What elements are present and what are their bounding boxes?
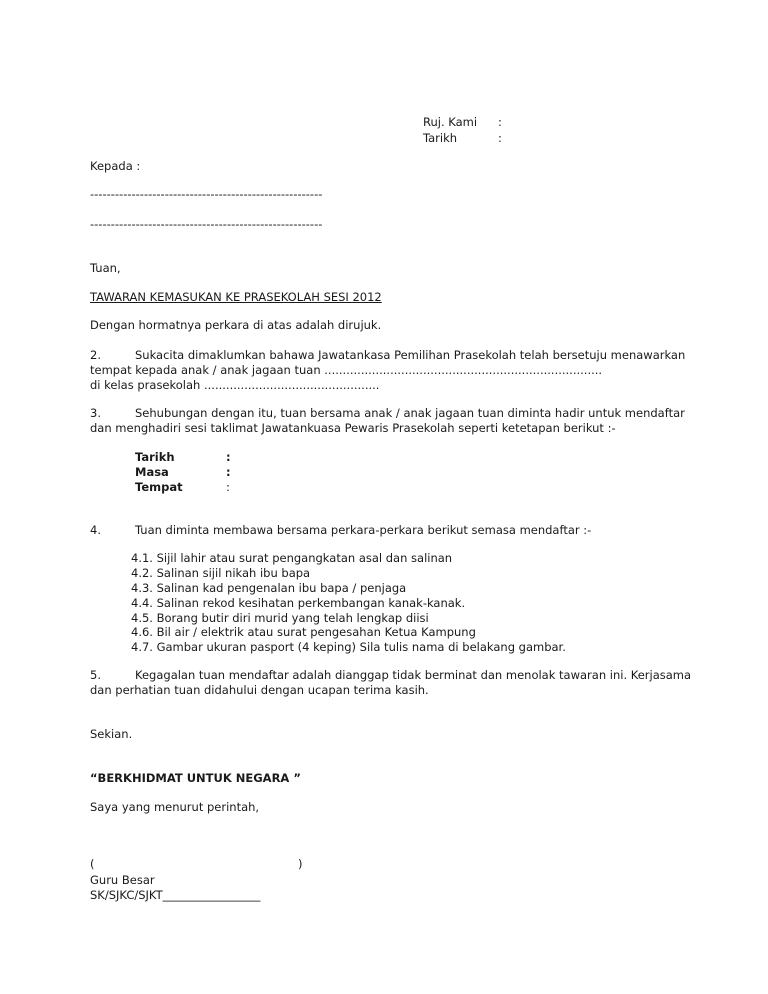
- para5-line-2: dan perhatian tuan didahului dengan ucapan terima kasih.: [90, 683, 429, 697]
- our-ref-label: Ruj. Kami: [423, 115, 478, 129]
- list-item: 4.7. Gambar ukuran pasport (4 keping) Sila tulis nama di belakang gambar.: [131, 640, 566, 654]
- event-date-label: Tarikh: [135, 450, 175, 464]
- recipient-label: Kepada :: [90, 159, 141, 173]
- para2-line-3: di kelas prasekolah ................................................: [90, 378, 380, 392]
- salutation: Tuan,: [90, 261, 121, 275]
- event-time-label: Masa: [135, 465, 169, 479]
- date-colon: :: [498, 131, 502, 145]
- para5-line-1: Kegagalan tuan mendaftar adalah dianggap tidak berminat dan menolak tawaran ini. Kerjasama: [135, 668, 692, 682]
- date-label: Tarikh: [423, 131, 458, 145]
- list-item: 4.3. Salinan kad pengenalan ibu bapa / penjaga: [131, 581, 407, 595]
- signatory-title: Guru Besar: [90, 873, 155, 887]
- para2-number: 2.: [90, 348, 101, 362]
- sign-off: Saya yang menurut perintah,: [90, 800, 260, 814]
- list-item: 4.6. Bil air / elektrik atau surat pengesahan Ketua Kampung: [131, 625, 476, 639]
- list-item: 4.5. Borang butir diri murid yang telah lengkap diisi: [131, 611, 429, 625]
- event-time-colon: :: [226, 465, 231, 479]
- our-ref-colon: :: [498, 115, 502, 129]
- list-item: 4.4. Salinan rekod kesihatan perkembangan kanak-kanak.: [131, 596, 466, 610]
- school-name: SK/SJKC/SJKT_________________: [90, 888, 261, 902]
- para2-line-1: Sukacita dimaklumkan bahawa Jawatankasa Pemilihan Prasekolah telah bersetuju menawarkan: [135, 348, 686, 362]
- closing: Sekian.: [90, 727, 133, 741]
- event-date-colon: :: [226, 450, 231, 464]
- para4-line-1: Tuan diminta membawa bersama perkara-perkara berikut semasa mendaftar :-: [135, 523, 592, 537]
- para2-line-2: tempat kepada anak / anak jagaan tuan ............................................................................: [90, 363, 603, 377]
- para5-number: 5.: [90, 668, 101, 682]
- event-place-label: Tempat: [135, 480, 183, 494]
- para4-number: 4.: [90, 523, 101, 537]
- signature-close-paren: ): [298, 857, 303, 871]
- list-item: 4.2. Salinan sijil nikah ibu bapa: [131, 566, 311, 580]
- event-place-colon: :: [226, 480, 230, 494]
- motto: “BERKHIDMAT UNTUK NEGARA ”: [90, 771, 301, 785]
- signature-open-paren: (: [90, 857, 95, 871]
- recipient-line-2: --------------------------------------------------------: [90, 217, 323, 231]
- para3-line-1: Sehubungan dengan itu, tuan bersama anak / anak jagaan tuan diminta hadir untuk mendaftar: [135, 406, 685, 420]
- para3-line-2: dan menghadiri sesi taklimat Jawatankuasa Pewaris Prasekolah seperti ketetapan berikut :-: [90, 421, 616, 435]
- list-item: 4.1. Sijil lahir atau surat pengangkatan asal dan salinan: [131, 551, 453, 565]
- para3-number: 3.: [90, 406, 101, 420]
- recipient-line-1: --------------------------------------------------------: [90, 187, 323, 201]
- intro-paragraph: Dengan hormatnya perkara di atas adalah dirujuk.: [90, 318, 382, 332]
- subject-heading: TAWARAN KEMASUKAN KE PRASEKOLAH SESI 2012: [90, 290, 382, 304]
